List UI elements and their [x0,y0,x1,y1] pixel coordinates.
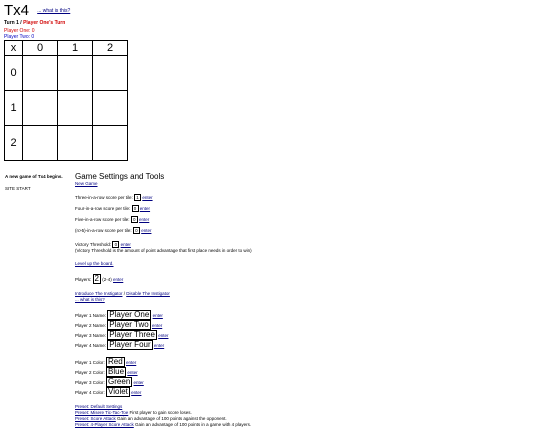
name-label: Player 2 Name: [75,323,107,328]
score-row [75,205,535,212]
preset-row [75,422,535,428]
instigator-what-link[interactable]: ... what is this? [75,297,105,302]
new-game-link[interactable]: New Game [75,181,98,186]
board-cell[interactable] [23,56,58,91]
enter-link[interactable]: enter [125,360,137,365]
players-range: (2-4) [102,277,112,282]
color-input[interactable]: Violet [108,387,128,396]
score-row [75,227,535,234]
name-row [75,340,535,350]
preset-desc: Gain an advantage of 100 points against the opponent. [115,416,227,421]
enter-link[interactable]: enter [127,370,138,375]
preset-desc: First player to gain score loses. [128,410,192,415]
name-label: Player 4 Name: [75,343,107,348]
victory-input[interactable]: 0 [112,241,119,248]
introduce-instigator-link[interactable]: Introduce The Instigator [75,291,123,296]
enter-link[interactable]: enter [152,313,163,318]
players-label: Players: [75,277,92,282]
color-label: Player 4 Color: [75,390,105,395]
color-row [75,367,535,377]
victory-row [75,241,535,248]
name-row [75,330,535,340]
board-cell[interactable] [93,126,128,161]
enter-link[interactable]: enter [139,206,151,211]
instigator-separator: / [122,291,127,296]
name-row [75,320,535,330]
victory-label: Victory Threshold: [75,242,112,247]
disable-instigator-link[interactable]: Disable The Instigator [126,291,170,296]
board-cell[interactable] [93,56,128,91]
score-label: (n>5)-in-a-row score per tile: [75,228,132,233]
score-input[interactable]: 0 [131,216,138,223]
score-label: Three-in-a-row score per tile: [75,195,133,200]
preset-desc: Gain an advantage of 100 points in a game with 4 players. [133,422,252,427]
level-up-link[interactable]: Level up the board. [75,261,114,266]
name-label: Player 1 Name: [75,313,107,318]
preset-score-attack-link[interactable]: Preset: Score Attack [75,416,116,421]
name-input[interactable]: Player Four [109,340,151,349]
enter-link[interactable]: enter [141,228,152,233]
name-input[interactable]: Player One [109,310,150,319]
board-cell[interactable] [23,126,58,161]
current-player: Player One's Turn [23,20,66,26]
board-cell[interactable] [23,91,58,126]
enter-link[interactable]: enter [153,343,165,348]
players-row [75,274,535,284]
board-cell[interactable] [58,126,93,161]
players-input[interactable]: 2 [94,274,99,283]
score-input[interactable]: 0 [132,205,139,212]
name-row [75,310,535,320]
score-input[interactable]: 1 [134,194,141,201]
turn-number: Turn 1 / [4,20,24,26]
score-label: Four-in-a-row score per tile: [75,206,131,211]
color-input[interactable]: Red [108,357,123,366]
enter-link[interactable]: enter [151,323,163,328]
enter-link[interactable]: enter [142,195,153,200]
board-cell[interactable] [58,56,93,91]
color-label: Player 1 Color: [75,360,105,365]
color-input[interactable]: Green [108,377,131,386]
game-message: A new game of Tx4 begins. [5,174,63,179]
score-row [75,216,535,223]
color-row [75,357,535,367]
app-header [4,3,70,19]
game-board [4,40,128,161]
color-row [75,377,535,387]
score-row [75,194,535,201]
board-cell[interactable] [58,91,93,126]
enter-link[interactable]: enter [113,277,124,282]
player-one-score: Player One: 0 [4,28,35,34]
turn-indicator [4,20,65,26]
victory-note: (Victory Threshold is the amount of point advantage that first place needs in order to win) [75,248,252,253]
settings-panel [75,172,535,428]
board-cell[interactable] [93,91,128,126]
row-header: 1 [5,91,23,126]
enter-link[interactable]: enter [133,380,144,385]
color-label: Player 3 Color: [75,380,105,385]
page-title: Tx4 [4,2,30,19]
what-is-this-link[interactable]: ... what is this? [37,8,71,15]
enter-link[interactable]: enter [158,333,169,338]
site-status: SITE START [5,186,31,191]
color-row [75,387,535,397]
score-input[interactable]: 0 [133,227,140,234]
column-header: 1 [58,41,93,56]
color-input[interactable]: Blue [108,367,125,376]
board-corner: x [5,41,23,56]
enter-link[interactable]: enter [120,242,131,247]
column-header: 0 [23,41,58,56]
name-label: Player 3 Name: [75,333,107,338]
preset-4p-score-attack-link[interactable]: Preset: 4-Player Score Attack [75,422,134,427]
enter-link[interactable]: enter [139,217,150,222]
column-header: 2 [93,41,128,56]
preset-default-link[interactable]: Preset: Default Settings [75,404,123,409]
color-label: Player 2 Color: [75,370,105,375]
row-header: 0 [5,56,23,91]
player-two-score: Player Two: 0 [4,34,35,40]
enter-link[interactable]: enter [131,390,142,395]
score-label: Five-in-a-row score per tile: [75,217,130,222]
settings-heading: Game Settings and Tools [75,172,165,181]
preset-misere-link[interactable]: Preset: Misere Tic-Tac-Toe [75,410,129,415]
row-header: 2 [5,126,23,161]
name-input[interactable]: Player Three [109,330,155,339]
name-input[interactable]: Player Two [109,320,149,329]
